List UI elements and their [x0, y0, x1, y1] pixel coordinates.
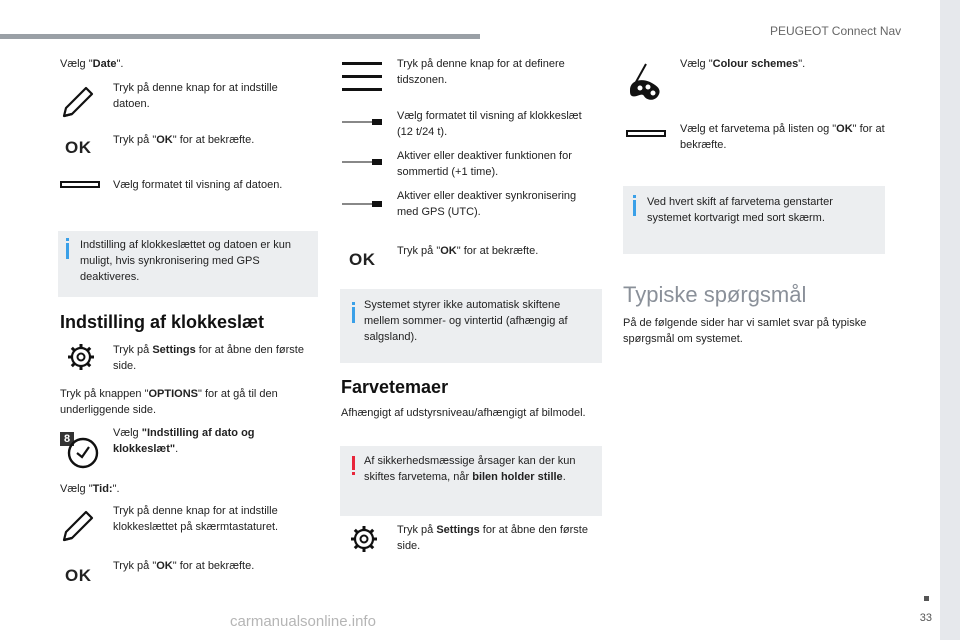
ok-icon: OK	[65, 566, 92, 585]
page-edge-strip	[940, 0, 960, 640]
pencil-time-text: Tryk på denne knap for at indstille klokkeslættet på skærmtastaturet.	[113, 505, 279, 533]
select-date-text: Vælg "Date".	[60, 58, 124, 70]
time-format-text: Vælg formatet til visning af klokkeslæt (12 t/24 t).	[397, 110, 582, 138]
info-icon	[352, 307, 355, 323]
info-note-text: Ved hvert skift af farvetema genstarter systemet kortvarigt med sort skærm.	[647, 196, 833, 224]
top-rule	[0, 34, 480, 39]
info-note-text: Indstilling af klokkeslættet og datoen er kun muligt, hvis synkronisering med GPS deaktiveres.	[80, 239, 291, 283]
ok-confirm-text: Tryk på "OK" for at bekræfte.	[113, 134, 255, 146]
list-bar-icon	[60, 181, 100, 188]
toggle-line-icon	[342, 158, 382, 166]
page-marker	[924, 596, 929, 601]
depends-text: Afhængigt af udstyrsniveau/afhængigt af bilmodel.	[341, 407, 586, 419]
toggle-line-icon	[342, 200, 382, 208]
ok-icon: OK	[349, 250, 376, 269]
section-heading-faq: Typiske spørgsmål	[623, 282, 807, 307]
section-heading-colours: Farvetemaer	[341, 377, 449, 397]
warning-icon	[352, 456, 355, 470]
warning-text: Af sikkerhedsmæssige årsager kan der kun skiftes farvetema, når bilen holder stille.	[364, 455, 576, 483]
warning-note	[340, 446, 602, 516]
ok-confirm-text: Tryk på "OK" for at bekræfte.	[113, 560, 255, 572]
summertime-text: Aktiver eller deaktiver funktionen for sommertid (+1 time).	[397, 150, 572, 178]
date-format-text: Vælg formatet til visning af datoen.	[113, 179, 283, 191]
info-icon	[633, 200, 636, 216]
faq-intro-text: På de følgende sider har vi samlet svar på typiske spørgsmål om systemet.	[623, 317, 867, 345]
watermark: carmanualsonline.info	[230, 613, 376, 630]
timezone-text: Tryk på denne knap for at definere tidszonen.	[397, 58, 565, 86]
options-text: Tryk på knappen "OPTIONS" for at gå til den underliggende side.	[60, 388, 278, 416]
step-badge: 8	[60, 432, 74, 446]
colour-schemes-text: Vælg "Colour schemes".	[680, 58, 806, 70]
theme-select-text: Vælg et farvetema på listen og "OK" for at bekræfte.	[680, 123, 885, 151]
menu-lines-icon	[342, 62, 382, 92]
pencil-date-text: Tryk på denne knap for at indstille datoen.	[113, 82, 278, 110]
palette-icon	[626, 60, 666, 104]
gear-icon	[66, 342, 96, 372]
info-note-gps	[58, 231, 318, 297]
clock-icon	[66, 436, 100, 470]
list-bar-icon	[626, 130, 666, 137]
settings-text: Tryk på Settings for at åbne den første side.	[397, 524, 588, 552]
settings-text: Tryk på Settings for at åbne den første side.	[113, 344, 304, 372]
info-note-summertime	[340, 289, 602, 363]
running-header: PEUGEOT Connect Nav	[770, 24, 902, 38]
info-icon	[66, 243, 69, 259]
pencil-icon	[60, 84, 96, 120]
gps-sync-text: Aktiver eller deaktiver synkronisering med GPS (UTC).	[397, 190, 577, 218]
line-selector-icon	[342, 118, 382, 126]
gear-icon	[349, 524, 379, 554]
ok-confirm-text: Tryk på "OK" for at bekræfte.	[397, 245, 539, 257]
select-date-time-text: Vælg "Indstilling af dato og klokkeslæt".	[113, 427, 255, 455]
info-note-restart	[623, 186, 885, 254]
ok-icon: OK	[65, 138, 92, 157]
info-note-text: Systemet styrer ikke automatisk skiftene mellem sommer- og vintertid (afhængig af salgsland).	[364, 299, 568, 343]
select-time-text: Vælg "Tid:".	[60, 483, 120, 495]
section-heading-clock: Indstilling af klokkeslæt	[60, 312, 265, 332]
pencil-icon	[60, 508, 96, 544]
page-number: 33	[919, 612, 932, 624]
